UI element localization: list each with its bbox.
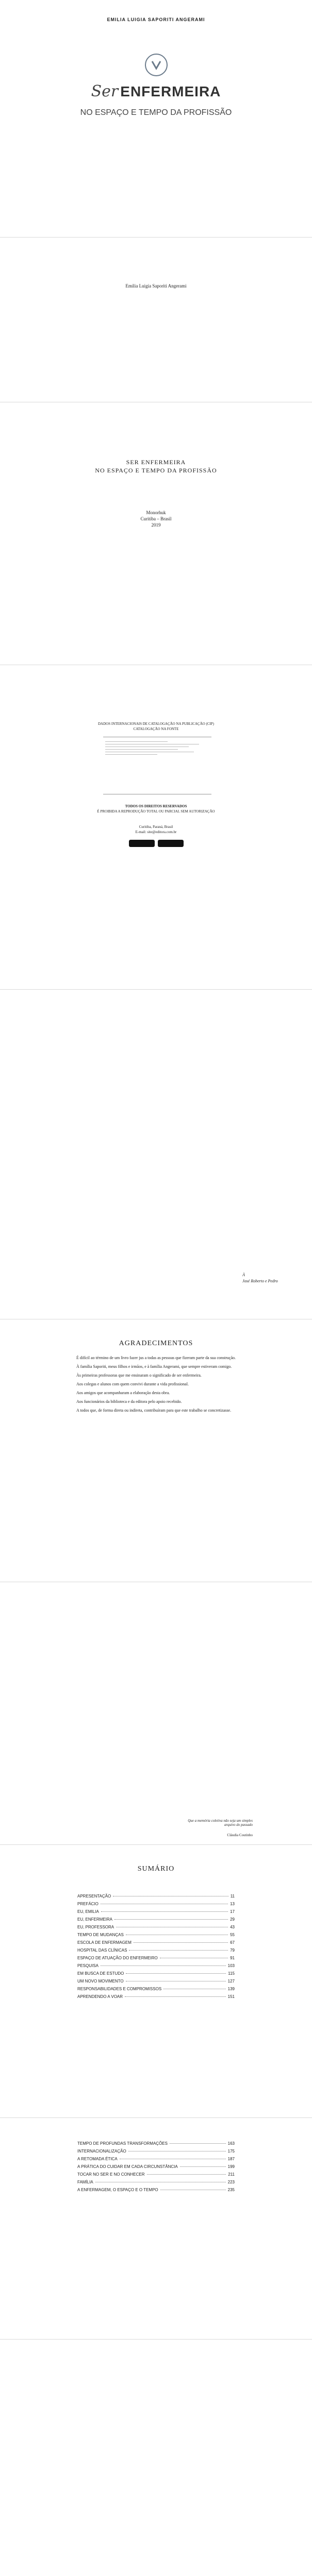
toc-label: RESPONSABILIDADES E COMPROMISSOS: [77, 1987, 162, 1991]
cataloging-line: [105, 749, 178, 750]
toc-page-number: 79: [230, 1948, 235, 1953]
logo-mark-icon: [151, 59, 162, 71]
toc-row[interactable]: [77, 2188, 235, 2192]
dedication-name: José Roberto e Pedro: [242, 1279, 278, 1283]
toc-page-number: 211: [228, 2172, 235, 2177]
paragraph: Às primeiras professoras que me ensinaram o significado de ser enfermeira.: [76, 1373, 202, 1378]
toc-dots: [101, 1911, 228, 1912]
acknowledgements-body: [67, 1355, 245, 1416]
toc-row[interactable]: [77, 1994, 235, 1999]
store-badges: [129, 840, 184, 847]
toc-label: A ENFERMAGEM, O ESPAÇO E O TEMPO: [77, 2188, 158, 2192]
toc-row[interactable]: [77, 1925, 235, 1929]
toc-dots: [129, 1950, 228, 1951]
toc-page-number: 43: [230, 1925, 235, 1929]
toc-page-number: 139: [227, 1987, 235, 1991]
toc-label: EU, EMILIA: [77, 1909, 99, 1914]
half-title-author: Emilia Luigia Saporiti Angerami: [125, 283, 187, 289]
toc-page-number: 175: [227, 2149, 235, 2154]
toc-label: UM NOVO MOVIMENTO: [77, 1979, 124, 1984]
cover-subtitle: NO ESPAÇO E TEMPO DA PROFISSÃO: [80, 108, 232, 117]
toc-row[interactable]: [77, 1987, 235, 1991]
cover-title-script: Ser: [91, 82, 119, 100]
epigraph-author: Cláudia Coutinho: [227, 1833, 253, 1837]
cataloging-box: [103, 737, 211, 794]
toc-page-number: 13: [230, 1902, 235, 1906]
toc-page-number: 223: [227, 2180, 235, 2184]
toc-label: APRENDENDO A VOAR: [77, 1994, 123, 1999]
toc-label: A PRÁTICA DO CUIDAR EM CADA CIRCUNSTÂNCIA: [77, 2164, 178, 2169]
acknowledgements-heading: AGRADECIMENTOS: [119, 1340, 193, 1347]
toc-row[interactable]: [77, 1948, 235, 1953]
toc-label: PESQUISA: [77, 1963, 98, 1968]
blank-page: [0, 2344, 312, 2576]
toc-row[interactable]: [77, 2149, 235, 2154]
rights-line: TODOS OS DIREITOS RESERVADOS: [125, 804, 187, 808]
toc-page-number: 17: [230, 1909, 235, 1914]
copyright-page: [0, 670, 312, 989]
toc-page-number: 103: [227, 1963, 235, 1968]
toc-row[interactable]: [77, 1971, 235, 1976]
toc-page-number: 199: [227, 2164, 235, 2169]
half-title-page: [0, 242, 312, 402]
toc-label: INTERNACIONALIZAÇÃO: [77, 2149, 126, 2154]
title-year: 2019: [151, 522, 161, 528]
toc-row[interactable]: [77, 1917, 235, 1922]
toc-page-number: 29: [230, 1917, 235, 1922]
logo-circle-icon: [145, 54, 168, 76]
cover-title: [0, 82, 312, 100]
toc-label: HOSPITAL DAS CLÍNICAS: [77, 1948, 127, 1953]
paragraph: A todos que, de forma direta ou indireta, contribuíram para que este trabalho se concretizasse.: [76, 1408, 232, 1413]
toc-row[interactable]: [77, 2157, 235, 2161]
toc-label: EU, ENFERMEIRA: [77, 1917, 113, 1922]
paragraph: Aos amigos que acompanharam a elaboração desta obra.: [76, 1391, 170, 1395]
toc-label: TEMPO DE PROFUNDAS TRANSFORMAÇÕES: [77, 2141, 168, 2146]
toc-label: EU, PROFESSORA: [77, 1925, 114, 1929]
toc-page-number: 91: [230, 1956, 235, 1960]
page-separator: [0, 989, 312, 990]
toc-row[interactable]: [77, 1909, 235, 1914]
toc-page-number: 115: [228, 1971, 235, 1976]
page-separator: [0, 2117, 312, 2118]
cover-page: [0, 0, 312, 237]
toc-row[interactable]: [77, 1979, 235, 1984]
toc-list: [77, 1891, 235, 2002]
title-page: [0, 407, 312, 665]
toc-label: EM BUSCA DE ESTUDO: [77, 1971, 124, 1976]
toc-label: TEMPO DE MUDANÇAS: [77, 1933, 124, 1937]
toc-row[interactable]: [77, 1940, 235, 1945]
toc-dots: [134, 1942, 228, 1943]
app-store-badge-icon: [129, 840, 155, 847]
epigraph-page: [0, 1587, 312, 1844]
toc-label: APRESENTAÇÃO: [77, 1894, 111, 1899]
dedication-page: [0, 994, 312, 1314]
toc-label: FAMÍLIA: [77, 2180, 93, 2184]
toc-row[interactable]: [77, 1963, 235, 1968]
publisher-contact: Curitiba, Paraná, Brasil: [139, 825, 173, 829]
toc-page-number: 55: [230, 1933, 235, 1937]
toc-row[interactable]: [77, 1894, 235, 1899]
title-line-2: NO ESPAÇO E TEMPO DA PROFISSÃO: [95, 467, 217, 474]
toc-page-number: 127: [227, 1979, 235, 1984]
publisher-site: E-mail: site@editora.com.br: [135, 830, 177, 834]
title-publisher: Monorhuk: [146, 510, 166, 515]
title-line-1: SER ENFERMEIRA: [126, 459, 186, 466]
google-play-badge-icon: [158, 840, 184, 847]
paragraph: É difícil ao término de um livro fazer jus a todas as pessoas que fizeram parte da sua construção.: [76, 1355, 236, 1360]
toc-dots: [147, 2174, 226, 2175]
rights-notice: É PROIBIDA A REPRODUÇÃO TOTAL OU PARCIAL SEM AUTORIZAÇÃO: [97, 809, 215, 814]
cover-author: EMILIA LUIGIA SAPORITI ANGERAMI: [107, 17, 205, 22]
toc-label: ESCOLA DE ENFERMAGEM: [77, 1940, 132, 1945]
toc-page-number: 235: [227, 2188, 235, 2192]
title-city: Curitiba – Brasil: [140, 516, 172, 521]
dedication-text: À: [242, 1273, 245, 1277]
toc-page-1: [0, 1850, 312, 2117]
toc-dots: [101, 1965, 226, 1966]
paragraph: Aos colegas e alunos com quem convivi durante a vida profissional.: [76, 1382, 189, 1386]
cataloging-line: [105, 741, 168, 742]
toc-label: ESPAÇO DE ATUAÇÃO DO ENFERMEIRO: [77, 1956, 158, 1960]
epigraph-text: Que a memória coletiva não seja um simples arquivo do passado: [188, 1819, 253, 1827]
toc-heading: SUMÁRIO: [137, 1865, 175, 1873]
toc-page-number: 187: [227, 2157, 235, 2161]
toc-dots: [125, 1996, 226, 1997]
toc-dots: [126, 1973, 226, 1974]
toc-page-number: 67: [230, 1940, 235, 1945]
toc-dots: [114, 1919, 228, 1920]
toc-label: A RETOMADA ÉTICA: [77, 2157, 118, 2161]
toc-row[interactable]: [77, 1902, 235, 1906]
toc-label: TOCAR NO SER E NO CONHECER: [77, 2172, 145, 2177]
page-separator: [0, 2339, 312, 2340]
toc-page-number: 11: [230, 1894, 235, 1899]
paragraph: Aos funcionários da biblioteca e da editora pelo apoio recebido.: [76, 1399, 182, 1404]
toc-row[interactable]: [77, 2180, 235, 2184]
paragraph: À família Saporiti, meus filhos e irmãos, e à família Angerami, que sempre estiveram comigo.: [76, 1364, 232, 1369]
cataloging-sub: CATALOGAÇÃO NA FONTE: [133, 727, 179, 731]
cataloging-header: DADOS INTERNACIONAIS DE CATALOGAÇÃO NA PUBLICAÇÃO (CIP): [98, 722, 214, 726]
page-separator: [0, 237, 312, 238]
cataloging-line: [105, 754, 157, 755]
toc-row[interactable]: [77, 1956, 235, 1960]
toc-row[interactable]: [77, 1933, 235, 1937]
toc-page-2: [0, 2123, 312, 2339]
toc-row[interactable]: [77, 2172, 235, 2177]
toc-list-2: [77, 2138, 235, 2195]
toc-row[interactable]: [77, 2141, 235, 2146]
page-separator: [0, 1844, 312, 1845]
toc-dots: [170, 2143, 226, 2144]
toc-label: PREFÁCIO: [77, 1902, 98, 1906]
toc-page-number: 151: [227, 1994, 235, 1999]
toc-dots: [180, 2166, 226, 2167]
toc-page-number: 163: [227, 2141, 235, 2146]
toc-row[interactable]: [77, 2164, 235, 2169]
publisher-logo: [0, 54, 312, 76]
acknowledgements-page: [0, 1324, 312, 1582]
cover-title-main: ENFERMEIRA: [120, 83, 221, 99]
